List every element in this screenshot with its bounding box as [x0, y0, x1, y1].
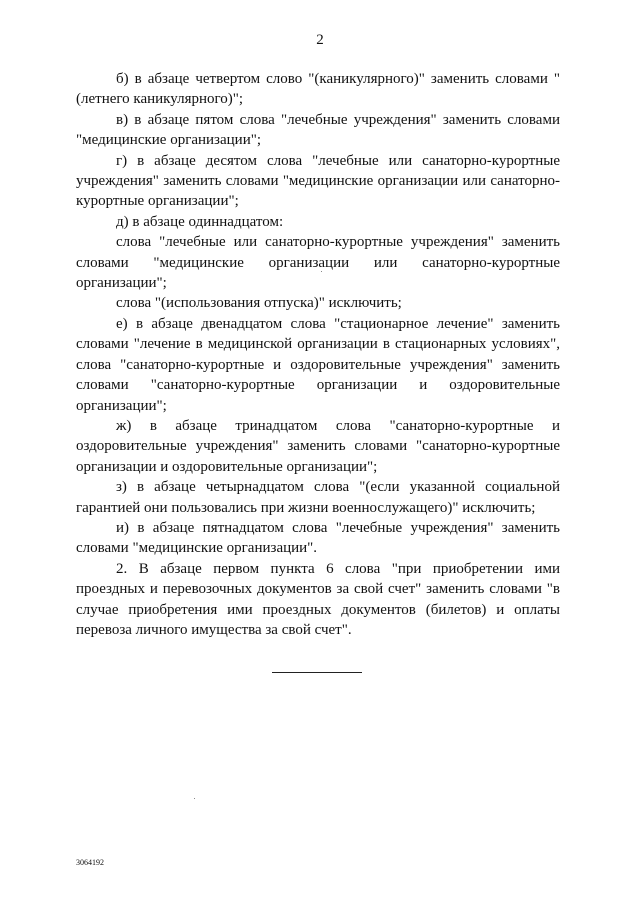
paragraph-e: е) в абзаце двенадцатом слова "стационарное лечение" заменить словами "лечение в медицинской организации в стационарных условиях", слова "санаторно-курортные и оздоровительные учреждения" заменить словами "санаторно-курортные организации и оздоровительные организации";: [76, 315, 560, 414]
paragraph-d: д) в абзаце одиннадцатом:: [116, 213, 284, 230]
paragraph-d-sub1: слова "лечебные или санаторно-курортные учреждения" заменить словами "медицинские организации или санаторно-курортные организации";: [76, 234, 560, 292]
paragraph-v: в) в абзаце пятом слова "лечебные учреждения" заменить словами "медицинские организации";: [76, 111, 560, 149]
paragraph-z: з) в абзаце четырнадцатом слова "(если указанной социальной гарантией они пользовались при жизни военнослужащего)" исключить;: [76, 479, 560, 516]
paragraph-g: г) в абзаце десятом слова "лечебные или санаторно-курортные учреждения" заменить словами "медицинские организации или санаторно-курортные организации";: [76, 152, 560, 210]
paragraph-d-sub2: слова "(использования отпуска)" исключить;: [116, 295, 402, 312]
scan-speck: [321, 271, 322, 272]
paragraph-i: и) в абзаце пятнадцатом слова "лечебные учреждения" заменить словами "медицинские организации".: [76, 519, 560, 557]
end-divider: [272, 672, 362, 673]
scan-speck: [194, 798, 195, 799]
paragraph-zh: ж) в абзаце тринадцатом слова "санаторно-курортные и оздоровительные учреждения" заменить словами "санаторно-курортные организации и оздоровительные организации";: [76, 417, 560, 475]
document-code: 3064192: [76, 858, 104, 867]
paragraph-2: 2. В абзаце первом пункта 6 слова "при приобретении ими проездных и перевозочных документов за свой счет" заменить словами "в случае приобретения ими проездных документов (билетов) и оплаты перевоза личного имущества за свой счет".: [76, 560, 560, 638]
document-body: [76, 69, 560, 640]
page-number: 2: [316, 32, 324, 48]
paragraph-b: б) в абзаце четвертом слово "(каникулярного)" заменить словами "(летнего каникулярного)";: [76, 71, 560, 108]
